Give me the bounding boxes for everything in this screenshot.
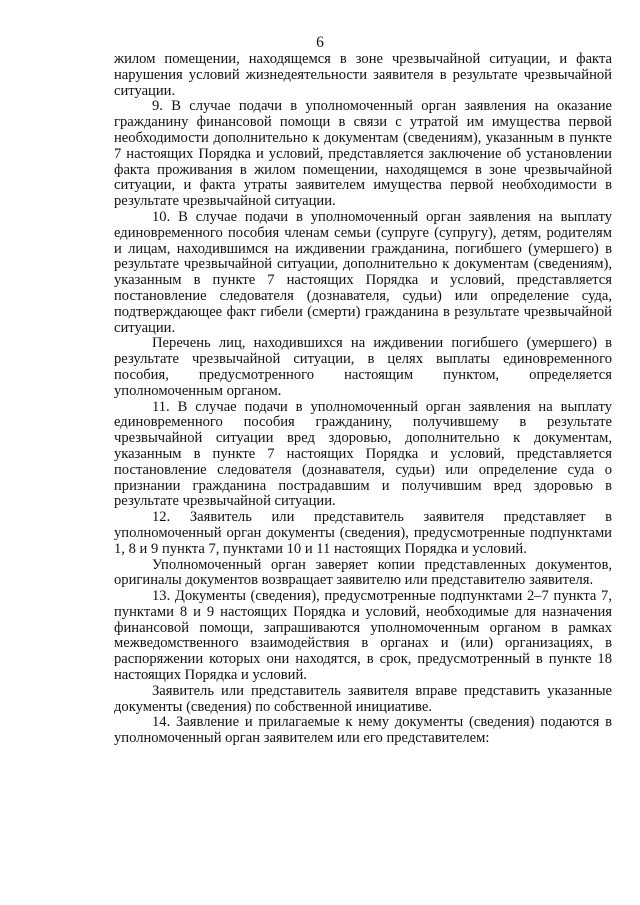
paragraph-own-initiative: Заявитель или представитель заявителя вправе представить указанные документы (сведения) по собственной инициативе. bbox=[114, 682, 612, 715]
paragraph-item-10: 10. В случае подачи в уполномоченный орган заявления на выплату единовременного пособия членам семьи (супруге (супругу), детям, родителям и лицам, находившимся на иждивении гражданина, погибшего (умершего) в результате чрезвычайной ситуации, дополнительно к документам (сведениям), указанным в пункте 7 настоящих Порядка и условий, представляется постановление следователя (дознавателя, судьи) или определение суда, подтверждающее факт гибели (смерти) гражданина в результате чрезвычайной ситуации. bbox=[114, 208, 612, 336]
paragraph-item-9: 9. В случае подачи в уполномоченный орган заявления на оказание гражданину финансовой помощи в связи с утратой им имущества первой необходимости дополнительно к документам (сведениям), указанным в пункте 7 настоящих Порядка и условий, представляется заключение об установлении факта проживания в жилом помещении, находящемся в зоне чрезвычайной ситуации, и факта утраты заявителем имущества первой необходимости в результате чрезвычайной ситуации. bbox=[114, 98, 612, 210]
document-body bbox=[114, 52, 612, 747]
paragraph-continuation: жилом помещении, находящемся в зоне чрезвычайной ситуации, и факта нарушения условий жизнедеятельности заявителя в результате чрезвычайной ситуации. bbox=[114, 51, 612, 99]
paragraph-certified-copies: Уполномоченный орган заверяет копии представленных документов, оригиналы документов возвращает заявителю или представителю заявителя. bbox=[114, 556, 612, 589]
paragraph-item-12: 12. Заявитель или представитель заявителя представляет в уполномоченный орган документы (сведения), предусмотренные подпунктами 1, 8 и 9 пункта 7, пунктами 10 и 11 настоящих Порядка и условий. bbox=[114, 509, 612, 557]
paragraph-item-13: 13. Документы (сведения), предусмотренные подпунктами 2–7 пункта 7, пунктами 8 и 9 настоящих Порядка и условий, необходимые для назначения финансовой помощи, запрашиваются уполномоченным органом в рамках межведомственного взаимодействия в органах и (или) организациях, в распоряжении которых они находятся, в срок, предусмотренный в пункте 18 настоящих Порядка и условий. bbox=[114, 588, 612, 684]
paragraph-item-14: 14. Заявление и прилагаемые к нему документы (сведения) подаются в уполномоченный орган заявителем или его представителем: bbox=[114, 714, 612, 747]
page-number: 6 bbox=[316, 34, 324, 51]
paragraph-dependents-list: Перечень лиц, находившихся на иждивении погибшего (умершего) в результате чрезвычайной ситуации, в целях выплаты единовременного пособия, предусмотренного настоящим пунктом, определяется уполномоченным органом. bbox=[114, 335, 612, 399]
paragraph-item-11: 11. В случае подачи в уполномоченный орган заявления на выплату единовременного пособия гражданину, получившему в результате чрезвычайной ситуации вред здоровью, дополнительно к документам, указанным в пункте 7 настоящих Порядка и условий, представляется постановление следователя (дознавателя, судьи) или определение суда о признании гражданина пострадавшим и получившим вред здоровью в результате чрезвычайной ситуации. bbox=[114, 398, 612, 510]
